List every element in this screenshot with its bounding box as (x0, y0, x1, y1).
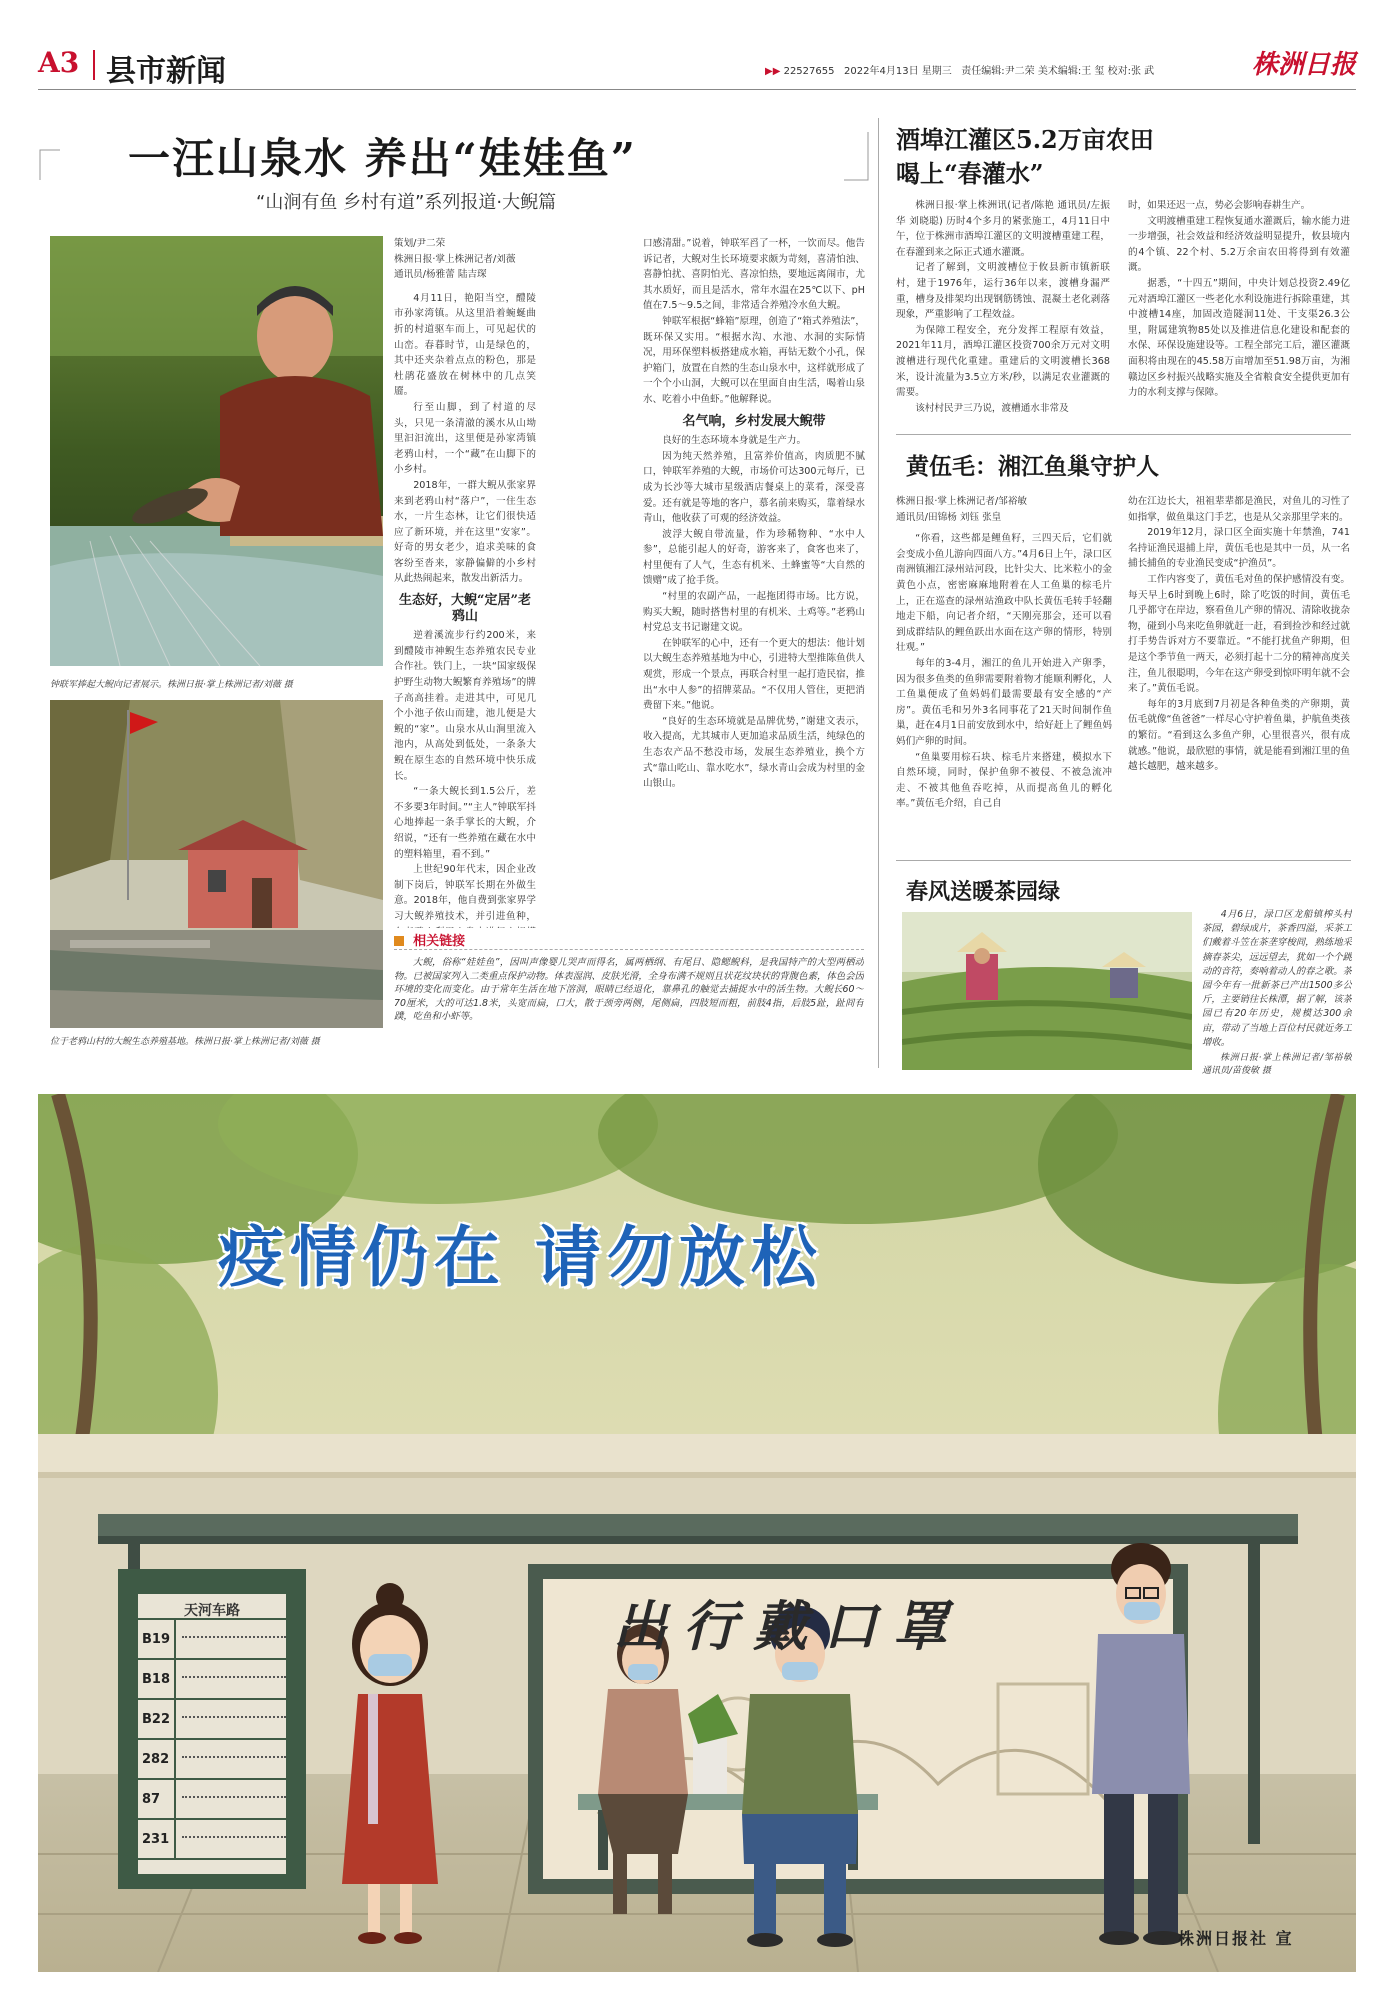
paragraph: 在钟联军的心中，还有一个更大的想法：他计划以大鲵生态养殖基地为中心，引进特大型推陈鱼供人观赏，形成一个景点，再联合村里一起打造民宿，推出“水中人参”的招牌菜品。“不仅用人管住，更把消费留下来。”他说。 (643, 637, 865, 712)
subhead-1: 生态好，大鲵“定居”老鸦山 (399, 593, 531, 624)
paragraph: 据悉，“十四五”期间，中央计划总投资2.49亿元对酒埠江灌区一些老化水利设施进行拆除重建，其中渡槽14座，加固改造隧洞11处、干支渠26.3公里，附属建筑物85处以及推进信息化建设和配套的水保、环保设施建设等。工程全部完工后，灌区灌溉面积将由现在的45.58万亩增加至51.98万亩，为湘赣边区乡村振兴战略实施及全省粮食安全提供更加有力的水利支撑与保障。 (1128, 277, 1350, 399)
paragraph: 该村村民尹三乃说，渡槽通水非常及 (915, 402, 1069, 414)
route-stops-marks (182, 1636, 286, 1642)
story2-col-2 (1128, 198, 1350, 420)
phone-icon: ▶▶ (765, 66, 781, 77)
story2-headline-1: 酒埠江灌区5.2万亩农田 (896, 125, 1154, 154)
paragraph: 每年的3月底到7月初是各种鱼类的产卵期，黄伍毛就像“鱼爸爸”一样尽心守护着鱼巢，护航鱼类孩的繁衍。“看到这么多鱼产卵，心里很喜兴，很有成就感。”他说，最欣慰的事情，就是能看到湘江里的鱼越长越肥，越来越多。 (1128, 698, 1350, 773)
paragraph: 2018年，一群大鲵从张家界来到老鸦山村“落户”，一住生态水，一片生态林，让它们很快适应了新环境，并在这里“安家”。好奇的男女老少，追求美味的食客纷至沓来，家静偏僻的小乡村从此热闹起来，散发出新活力。 (394, 479, 536, 585)
main-story-title-box (38, 124, 870, 182)
route-number: B22 (142, 1700, 176, 1738)
paragraph: 口感清甜。”说着，钟联军舀了一杯，一饮而尽。他告诉记者，大鲵对生长环境要求颇为苛刻，喜清怕浊、喜静怕扰、喜阴怕光、喜凉怕热，要地远离闹市，尤其水质好，而且是活水，常年水温在25℃以下、pH值在7.5～9.5之间，非常适合养殖冷水鱼大鲵。 (643, 238, 865, 312)
story4-headline: 春风送暖茶园绿 (906, 879, 1061, 905)
route-row (138, 1820, 286, 1860)
route-list (138, 1620, 286, 1860)
story4-text: 4月6日，渌口区龙船镇榨头村茶园，碧绿成片，茶香四溢，采茶工们戴着斗笠在茶垄穿梭间，熟练地采摘春茶尖，远远望去，犹如一个个跳动的音符，奏响着动人的春之歌。茶园今年有一批新茶已产出1500多公斤，主要销往长株潭，据了解，该茶园已有20年历史，规模达300余亩，带动了当地上百位村民就近务工增收。 (1202, 909, 1352, 1048)
photo-tea-garden (902, 912, 1192, 1070)
paragraph: 记者了解到，文明渡槽位于攸县新市镇新联村，建于1976年，运行36年以来，渡槽身漏严重，槽身及排架均出现钢筋锈蚀、混凝土老化剥落现象，严重影响了工程效益。 (896, 262, 1110, 321)
photo1-caption: 钟联军捧起大鲵向记者展示。株洲日报·掌上株洲记者/刘薇 摄 (50, 680, 293, 690)
route-board (138, 1594, 286, 1874)
paragraph: “鱼巢要用棕石块、棕毛片来搭建，模拟水下自然环境，同时，保护鱼卵不被侵、不被急流冲走、不被其他鱼吞吃掉，从而提高鱼儿的孵化率。”黄伍毛介绍，自己自 (896, 751, 1112, 810)
route-board-title: 天河车路 (138, 1594, 286, 1620)
paragraph: 钟联军根据“蜂箱”原理，创造了“箱式养殖法”，既环保又实用。“根据水沟、水池、水洞的实际情况，用环保塑料板搭建成水箱，再钻无数个小孔，保护箱门，放置在自然的生态山泉水中，这样就形成了一个个小山洞，大鲵可以在里面自由生活，喝着山泉水、吃着小中鱼虾。”他解释说。 (643, 315, 865, 405)
paragraph: “村里的农副产品，一起拖团得市场。比方说，购买大鲵，随时搭售村里的有机米、土鸡等。”老鸦山村党总支书记谢建文说。 (643, 591, 865, 634)
story4-credit: 株洲日报·掌上株洲记者/邹裕敏 通讯员/苗俊敏 摄 (1202, 1053, 1352, 1076)
photo-tea-image (902, 912, 1192, 1070)
paragraph: 逆着溪流步行约200米，来到醴陵市神鲵生态养殖农民专业合作社。铁门上，一块“国家级保护野生动物大鲵繁育养殖场”的牌子高高挂着。走进其中，可见几个小池子依山而建，池儿便是大鲵的“家”。山泉水从山涧里流入池内，从高处到低处，一条条大鲵在原生态的自然环境中快乐成长。 (394, 630, 536, 782)
related-marker-icon (394, 936, 404, 946)
paragraph: 文明渡槽重建工程恢复通水灌溉后，输水能力进一步增强，社会效益和经济效益明显提升，攸县境内的4个镇、22个村、5.2万余亩农田将得到有效灌溉。 (1128, 215, 1350, 274)
related-label: 相关链接 (413, 934, 466, 949)
related-text: 大鲵，俗称“娃娃鱼”，因叫声像婴儿哭声而得名，属两栖纲、有尾目、隐鳃鲵科，是我国特产的大型两栖动物。已被国家列入二类重点保护动物。体表湿润、皮肤光滑，全身布满不规则且状花纹块状的背腹色素，体色会因环境的变化而变化。由于常年生活在地下溶洞，眼睛已经退化，靠鼻孔的触觉去捕捉水中的活生物。大鲵长60～70厘米，大的可达1.8米，头宽而扁，口大，散于颈旁两侧，尾侧扁，四肢短而粗，前肢4指，后肢5趾，趾间有蹼，吃鱼和小虾等。 (394, 957, 864, 1022)
story3-headline: 黄伍毛：湘江鱼巢守护人 (906, 453, 1159, 480)
brand-logo: 株洲日报 (1251, 50, 1356, 80)
phone: 22527655 (783, 66, 835, 77)
editors: 责任编辑:尹二荣 美术编辑:王 玺 校对:张 武 (961, 66, 1155, 77)
paragraph: 波浮大鲵自带流量，作为珍稀物种、“水中人参”，总能引起人的好奇，游客来了，食客也来了，村里便有了人气，生态有机米、土蜂蜜等“大自然的馈赠”成了抢手货。 (643, 528, 865, 587)
route-stops-marks (182, 1796, 286, 1802)
paragraph: 上世纪90年代末，因企业改制下岗后，钟联军长期在外做生意。2018年，他自费到张家界学习大鲵养殖技术，并引进鱼种， (394, 864, 536, 922)
byline-correspondent: 通讯员/杨雅蕾 陆吉琛 (394, 269, 487, 281)
section-code: A3 (38, 46, 80, 79)
route-stops-marks (182, 1716, 286, 1722)
route-row (138, 1780, 286, 1820)
paragraph: 2019年12月，渌口区全面实施十年禁渔，741名持证渔民退捕上岸，黄伍毛也是其中一员，从一名捕长捕鱼的专业渔民变成“护渔员”。 (1128, 527, 1350, 570)
route-stops-marks (182, 1836, 286, 1842)
billboard-text: 出行戴口罩 (613, 1594, 963, 1658)
main-byline (394, 236, 536, 283)
section-name: 县市新闻 (106, 54, 226, 89)
paragraph: 良好的生态环境本身就是生产力。 (662, 435, 807, 447)
photo-breeding-base (50, 700, 383, 1028)
psa-panel (38, 1094, 1356, 1972)
route-number: B19 (142, 1620, 176, 1658)
photo-breeding-image (50, 700, 383, 1028)
paragraph: 为保障工程安全，充分发挥工程原有效益，2021年11月，酒埠江灌区投资700余万元对文明渡槽进行现代化重建。重建后的文明渡槽长368米，设计流量为3.5立方米/秒，以满足农业灌溉的需要。 (896, 324, 1110, 399)
main-col-1 (394, 236, 536, 928)
psa-slogan: 疫情仍在 请勿放松 (218, 1218, 823, 1296)
paragraph: 幼在江边长大，祖祖辈辈都是渔民，对鱼儿的习性了如指掌，做鱼巢这门手艺，也是从父亲那里学来的。 (1128, 496, 1350, 523)
route-number: B18 (142, 1660, 176, 1698)
psa-footer: 株洲日报社 宣 (1178, 1929, 1294, 1948)
subhead-2: 名气响，乡村发展大鲵带 (682, 413, 826, 429)
main-col-2 (643, 236, 865, 1031)
paragraph: 每年的3-4月，湘江的鱼儿开始进入产卵季，因为很多鱼类的鱼卵需要附着物才能顺利孵化，人工鱼巢便成了鱼妈妈们最需要最有安全感的“产房”。黄伍毛和另外3名同事花了21天时间制作鱼巢，赶在4月1日前安放到水中，给好赶上了鲤鱼妈妈们产卵的时间。 (896, 657, 1112, 747)
story2-col-1 (896, 198, 1110, 420)
story3-byline (896, 494, 1112, 525)
story2-headline-2: 喝上“春灌水” (896, 159, 1044, 188)
route-stops-marks (182, 1676, 286, 1682)
route-row (138, 1660, 286, 1700)
byline-correspondent: 通讯员/田锦杨 刘钰 张皇 (896, 511, 1002, 523)
paragraph: “良好的生态环境就是品牌优势，”谢建文表示，收入提高，尤其城市人更加追求品质生活，纯绿色的生态农产品不愁没市场，发展生态养殖业，换个方式“靠山吃山、靠水吃水”，绿水青山会成为村里的金山银山。 (643, 715, 865, 790)
story3-col-1 (896, 494, 1112, 874)
paragraph: 行至山脚，到了村道的尽头，只见一条清澈的溪水从山坳里汩汩流出，这里便是孙家湾镇老鸦山村，一个“藏”在山脚下的小乡村。 (394, 401, 536, 476)
route-row (138, 1700, 286, 1740)
paragraph: “一条大鲵长到1.5公斤，差不多要3年时间。”“主人”钟联军抖心地捧起一条手掌长的大鲵，介绍说，“还有一些养殖在藏在水中的塑料箱里，看不到。” (394, 786, 536, 860)
masthead-info (765, 62, 1154, 77)
paragraph: 株洲日报·掌上株洲讯(记者/陈艳 通讯员/左振华 刘晓聪) 历时4个多月的紧张施工，4月11日中午，位于株洲市酒埠江灌区的文明渡槽重建工程，在春灌到来之际正式通水灌溉。 (896, 200, 1110, 258)
route-number: 87 (142, 1780, 176, 1818)
photo2-caption: 位于老鸦山村的大鲵生态养殖基地。株洲日报·掌上株洲记者/刘薇 摄 (50, 1037, 320, 1047)
paragraph: “你看，这些都是鲤鱼籽，三四天后，它们就会变成小鱼儿游向四面八方。”4月6日上午，渌口区南洲镇湘江渌州站河段，比针尖大、比米粒小的金黄色小点，密密麻麻地附着在人工鱼巢的棕毛片上，正在巡查的渌州站渔政中队长黄伍毛转手轻翻地走下船，向记者介绍，“天刚亮那会，还可以看到成群结队的鲤鱼跃出水面在这产卵的情形，特别壮观。” (896, 533, 1112, 654)
paragraph: 4月11日，艳阳当空，醴陵市孙家湾镇。从这里沿着蜿蜒曲折的村道驱车而上，可见起伏的山峦。春暮时节，山是绿色的，其中还夹杂着点点的粉色，那是杜鹃花盛放在树林中的几点笑靥。 (394, 292, 536, 398)
masthead (38, 40, 1356, 90)
main-headline: 一汪山泉水 养出“娃娃鱼” (128, 134, 637, 183)
route-row (138, 1740, 286, 1780)
main-series-line: “山涧有鱼 乡村有道”系列报道·大鲵篇 (256, 192, 557, 213)
paragraph: 因为纯天然养殖，且富养价值高，肉质肥不腻口，钟联军养殖的大鲵，市场价可达300元每斤，已成为长沙等大城市星级酒店餐桌上的菜肴，深受喜爱。还有就是等地的客户，慕名前来购买，靠着绿水青山，他收获了可观的经济效益。 (643, 450, 865, 525)
story3-col-2 (1128, 494, 1350, 874)
related-link-header (394, 930, 864, 950)
date: 2022年4月13日 星期三 (844, 66, 952, 77)
byline-reporter: 株洲日报·掌上株洲记者/刘薇 (394, 253, 516, 265)
paragraph: 工作内容变了，黄伍毛对鱼的保护感情没有变。每天早上6时到晚上6时，除了吃饭的时间，黄伍毛几乎都守在岸边，察看鱼儿产卵的情况、清除收拢杂物，碰到小鸟来吃鱼卵就赶一赶，看到捡沙和经过就打手势告诉对方不要靠近。“不能打扰鱼产卵期，但是这个季节鱼一两天，必须打起十二分的精神高度关注，鱼儿很聪明，今年在这产卵受到惊吓明年就不会来了。”黄伍毛说。 (1128, 573, 1350, 695)
photo-fisherman (50, 236, 383, 666)
photo-fisherman-image (50, 236, 383, 666)
paragraph: 时，如果还迟一点，势必会影响春耕生产。 (1128, 200, 1311, 211)
route-row (138, 1620, 286, 1660)
route-number: 282 (142, 1740, 176, 1778)
byline-reporter: 株洲日报·掌上株洲记者/邹裕敏 (896, 496, 1028, 507)
byline-planner: 策划/尹二荣 (394, 238, 446, 249)
route-number: 231 (142, 1820, 176, 1858)
route-stops-marks (182, 1756, 286, 1762)
